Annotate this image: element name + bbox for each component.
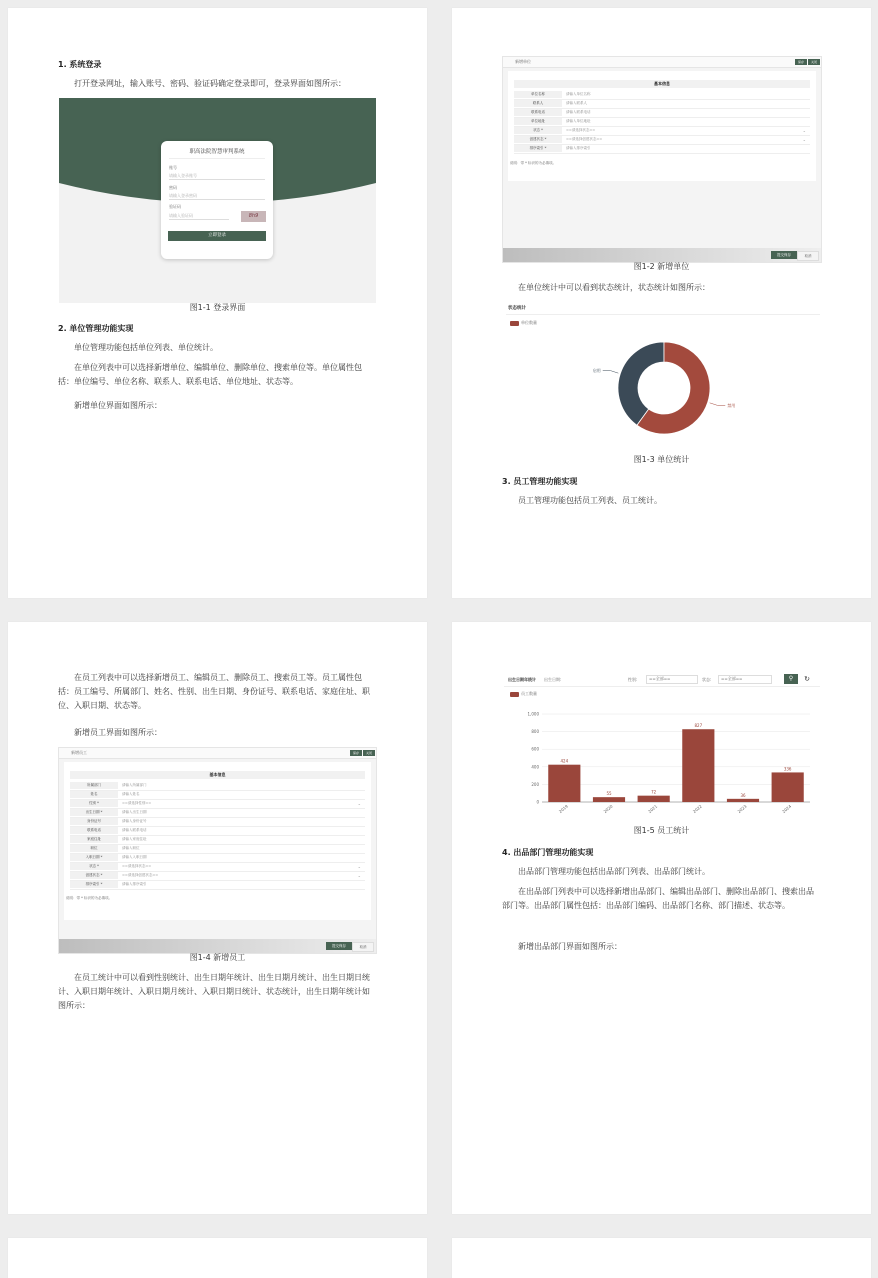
bar-2021[interactable] bbox=[638, 796, 670, 802]
form-row-label: 入职日期 * bbox=[70, 854, 118, 861]
x-tick-label: 2019 bbox=[557, 803, 569, 815]
form-row-label: 联系电话 bbox=[514, 109, 562, 116]
section-3-paragraph: 员工管理功能包括员工列表、员工统计。 bbox=[518, 496, 662, 505]
y-tick-label: 1,000 bbox=[527, 711, 539, 717]
save-button[interactable]: 保存 bbox=[350, 750, 362, 756]
form-row-input[interactable]: 请输入职位 bbox=[122, 846, 140, 850]
form-section-title: 基本信息 bbox=[514, 80, 810, 88]
form-row-input[interactable]: ==请选择创建状态== bbox=[566, 137, 603, 141]
close-button[interactable]: 关闭 bbox=[808, 59, 820, 65]
form-row-label: 排序索引 * bbox=[70, 881, 118, 888]
form-body bbox=[508, 71, 816, 181]
form-row-label: 排序索引 * bbox=[514, 145, 562, 152]
status-pie-chart bbox=[504, 303, 820, 453]
form-row-label: 单位地址 bbox=[514, 118, 562, 125]
search-icon[interactable]: ⚲ bbox=[784, 674, 798, 684]
page-2 bbox=[452, 8, 871, 598]
form-row bbox=[70, 863, 365, 872]
form-row bbox=[70, 791, 365, 800]
section-2-paragraph-3: 新增单位界面如图所示： bbox=[74, 401, 162, 410]
page-3 bbox=[8, 622, 427, 1214]
pie-panel-title: 状态统计 bbox=[508, 306, 526, 311]
bar-2019[interactable] bbox=[548, 765, 580, 802]
form-body bbox=[64, 762, 371, 920]
form-row-input[interactable]: 请输入排序索引 bbox=[566, 146, 591, 150]
form-row-input[interactable]: 请输入所属部门 bbox=[122, 783, 147, 787]
submit-button[interactable]: 提交保存 bbox=[771, 251, 797, 259]
form-row-label: 联系电话 bbox=[70, 827, 118, 834]
form-row-label: 状态 * bbox=[514, 127, 562, 134]
form-row-label: 创建状态 * bbox=[70, 872, 118, 879]
form-section-title: 基本信息 bbox=[70, 771, 365, 779]
y-tick-label: 600 bbox=[531, 746, 539, 752]
y-tick-label: 800 bbox=[531, 729, 539, 735]
form-header-title: 新增员工 bbox=[71, 750, 87, 755]
page-5 bbox=[8, 1238, 427, 1278]
form-row-input[interactable]: ==请选择性别== bbox=[122, 801, 152, 805]
form-header-title: 新增单位 bbox=[515, 59, 531, 64]
submit-button[interactable]: 提交保存 bbox=[326, 942, 352, 950]
bar-2020[interactable] bbox=[593, 797, 625, 802]
section-4-paragraph-2: 在出品部门列表中可以选择新增出品部门、编辑出品部门、删除出品部门、搜索出品部门等。出品部门属性包括：出品部门编码、出品部门名称、部门描述、状态等。 bbox=[502, 887, 814, 910]
bar-value-label: 36 bbox=[740, 792, 746, 798]
page-3-paragraph-3: 在员工统计中可以看到性别统计、出生日期年统计、出生日期月统计、出生日期日统计、入职日期年统计、入职日期月统计、入职日期日统计、状态统计，出生日期年统计如图所示： bbox=[58, 973, 370, 1010]
filter-status-select[interactable]: ==全部== bbox=[718, 675, 772, 684]
form-row bbox=[70, 800, 365, 809]
bar-legend-label: 员工数量 bbox=[521, 691, 537, 696]
form-row-input[interactable]: ==请选择状态== bbox=[122, 864, 152, 868]
captcha-image[interactable]: 8h9 bbox=[241, 211, 266, 222]
pie-slice-label: 禁用 bbox=[727, 402, 736, 408]
captcha-label: 验证码 bbox=[169, 204, 181, 209]
filter-date-label: 出生日期: bbox=[544, 677, 562, 682]
bar-value-label: 55 bbox=[606, 791, 612, 797]
form-row-label: 联系人 bbox=[514, 100, 562, 107]
cancel-button[interactable]: 取消 bbox=[797, 251, 819, 261]
section-2-paragraph-1: 单位管理功能包括单位列表、单位统计。 bbox=[74, 343, 218, 352]
page-1 bbox=[8, 8, 427, 598]
form-row-label: 身份证号 bbox=[70, 818, 118, 825]
bar-svg bbox=[504, 672, 820, 822]
login-button[interactable]: 立即登录 bbox=[168, 231, 266, 241]
form-row bbox=[70, 782, 365, 791]
form-row-input[interactable]: 请输入家庭住址 bbox=[122, 837, 147, 841]
bar-value-label: 424 bbox=[560, 758, 569, 764]
chevron-down-icon[interactable]: ⌄ bbox=[357, 801, 361, 806]
form-row-label: 单位名称 bbox=[514, 91, 562, 98]
filter-gender-select[interactable]: ==全部== bbox=[646, 675, 698, 684]
filter-title: 出生日期年统计 bbox=[508, 677, 536, 682]
figure-3-caption: 图1-3 单位统计 bbox=[633, 455, 690, 464]
form-row-input[interactable]: 请输入出生日期 bbox=[122, 810, 147, 814]
section-1-title: 1. 系统登录 bbox=[58, 60, 102, 69]
form-row bbox=[70, 818, 365, 827]
form-row-input[interactable]: 请输入联系人 bbox=[566, 101, 587, 105]
form-row bbox=[514, 109, 810, 118]
form-note: 说明：带 * 标识的为必填项。 bbox=[66, 896, 112, 900]
figure-4-caption: 图1-4 新增员工 bbox=[189, 953, 246, 962]
pie-leader-line bbox=[603, 371, 619, 373]
captcha-input[interactable]: 请输入验证码 bbox=[169, 213, 229, 220]
password-input[interactable]: 请输入登录密码 bbox=[169, 193, 265, 200]
form-row bbox=[70, 881, 365, 890]
form-row-label: 家庭住址 bbox=[70, 836, 118, 843]
form-row-input[interactable]: 请输入联系电话 bbox=[122, 828, 147, 832]
page-4 bbox=[452, 622, 871, 1214]
form-row-input[interactable]: 请输入排序索引 bbox=[122, 882, 147, 886]
section-4-title: 4. 出品部门管理功能实现 bbox=[502, 848, 594, 857]
save-button[interactable]: 保存 bbox=[795, 59, 807, 65]
form-header-bar bbox=[503, 57, 821, 68]
filter-status-label: 状态: bbox=[702, 677, 712, 682]
figure-2-caption: 图1-2 新增单位 bbox=[633, 262, 690, 271]
x-tick-label: 2023 bbox=[736, 803, 748, 815]
section-1-paragraph: 打开登录网址，输入账号、密码、验证码确定登录即可，登录界面如图所示： bbox=[74, 79, 346, 88]
username-input[interactable]: 请输入登录账号 bbox=[169, 173, 265, 180]
form-row bbox=[514, 145, 810, 154]
x-tick-label: 2021 bbox=[647, 803, 659, 815]
form-note: 说明：带 * 标识的为必填项。 bbox=[510, 161, 556, 165]
login-card bbox=[161, 141, 273, 259]
bar-value-label: 827 bbox=[694, 723, 703, 729]
y-tick-label: 200 bbox=[531, 781, 539, 787]
x-tick-label: 2024 bbox=[781, 803, 793, 815]
bar-value-label: 72 bbox=[651, 789, 657, 795]
section-2-paragraph-2: 在单位列表中可以选择新增单位、编辑单位、删除单位、搜索单位等。单位属性包括：单位编号、单位名称、联系人、联系电话、单位地址、状态等。 bbox=[58, 363, 362, 386]
form-row bbox=[70, 854, 365, 863]
form-row bbox=[70, 827, 365, 836]
form-row-input[interactable]: ==请选择创建状态== bbox=[122, 873, 159, 877]
form-row-label: 所属部门 bbox=[70, 782, 118, 789]
section-3-title: 3. 员工管理功能实现 bbox=[502, 477, 578, 486]
form-footer bbox=[503, 248, 821, 262]
pie-legend-label: 单位数量 bbox=[521, 320, 537, 325]
pie-svg bbox=[504, 303, 820, 453]
form-row bbox=[514, 136, 810, 145]
form-row-input[interactable]: 请输入联系电话 bbox=[566, 110, 591, 114]
chevron-down-icon[interactable]: ⌄ bbox=[802, 128, 806, 133]
page-2-paragraph: 在单位统计中可以看到状态统计，状态统计如图所示： bbox=[518, 283, 710, 292]
form-header-bar bbox=[59, 748, 376, 759]
form-row bbox=[514, 100, 810, 109]
section-4-paragraph-3: 新增出品部门界面如图所示： bbox=[518, 942, 622, 951]
chevron-down-icon[interactable]: ⌄ bbox=[357, 873, 361, 878]
x-tick-label: 2020 bbox=[602, 803, 614, 815]
chevron-down-icon[interactable]: ⌄ bbox=[357, 864, 361, 869]
pie-leader-line bbox=[710, 403, 726, 405]
form-row-input[interactable]: ==请选择状态== bbox=[566, 128, 596, 132]
form-row-label: 状态 * bbox=[70, 863, 118, 870]
bar-2022[interactable] bbox=[682, 729, 714, 802]
pie-slice-0[interactable] bbox=[618, 342, 664, 425]
form-row-input[interactable]: 请输入入职日期 bbox=[122, 855, 147, 859]
bar-2024[interactable] bbox=[772, 772, 804, 802]
page-3-paragraph-1: 在员工列表中可以选择新增员工、编辑员工、删除员工、搜索员工等。员工属性包括：员工编号、所属部门、姓名、性别、出生日期、身份证号、联系电话、家庭住址、职位、入职日期、状态等。 bbox=[58, 673, 370, 710]
login-screenshot bbox=[59, 98, 376, 303]
new-unit-screenshot bbox=[502, 56, 822, 263]
form-row bbox=[514, 118, 810, 127]
form-row bbox=[70, 845, 365, 854]
form-footer bbox=[59, 939, 376, 953]
chevron-down-icon[interactable]: ⌄ bbox=[802, 137, 806, 142]
form-row-label: 性别 * bbox=[70, 800, 118, 807]
login-title: 职高法院智慧审判系统 bbox=[189, 149, 245, 155]
form-row bbox=[70, 836, 365, 845]
y-tick-label: 400 bbox=[531, 764, 539, 770]
y-tick-label: 0 bbox=[536, 799, 539, 805]
section-4-paragraph-1: 出品部门管理功能包括出品部门列表、出品部门统计。 bbox=[518, 867, 710, 876]
bar-value-label: 336 bbox=[783, 766, 792, 772]
filter-gender-label: 性别: bbox=[628, 677, 638, 682]
section-2-title: 2. 单位管理功能实现 bbox=[58, 324, 134, 333]
form-row-input[interactable]: 请输入身份证号 bbox=[122, 819, 147, 823]
form-row bbox=[70, 809, 365, 818]
new-employee-screenshot bbox=[58, 747, 377, 954]
form-row bbox=[514, 127, 810, 136]
form-row-label: 姓名 bbox=[70, 791, 118, 798]
form-row-input[interactable]: 请输入单位名称 bbox=[566, 92, 591, 96]
password-label: 密码 bbox=[169, 185, 177, 190]
form-row-label: 职位 bbox=[70, 845, 118, 852]
form-row bbox=[514, 91, 810, 100]
page-3-paragraph-2: 新增员工界面如图所示： bbox=[74, 728, 162, 737]
refresh-icon[interactable]: ↻ bbox=[804, 675, 810, 683]
username-label: 账号 bbox=[169, 165, 177, 170]
cancel-button[interactable]: 取消 bbox=[352, 942, 374, 952]
close-button[interactable]: 关闭 bbox=[363, 750, 375, 756]
form-row-label: 创建状态 * bbox=[514, 136, 562, 143]
employee-stats-screenshot bbox=[504, 672, 820, 822]
bar-2023[interactable] bbox=[727, 799, 759, 802]
figure-1-caption: 图1-1 登录界面 bbox=[189, 303, 246, 312]
pie-slice-label: 启用 bbox=[592, 368, 601, 374]
page-6 bbox=[452, 1238, 871, 1278]
figure-5-caption: 图1-5 员工统计 bbox=[633, 826, 690, 835]
form-row-label: 出生日期 * bbox=[70, 809, 118, 816]
form-row bbox=[70, 872, 365, 881]
x-tick-label: 2022 bbox=[691, 803, 703, 815]
form-row-input[interactable]: 请输入单位地址 bbox=[566, 119, 591, 123]
form-row-input[interactable]: 请输入姓名 bbox=[122, 792, 140, 796]
